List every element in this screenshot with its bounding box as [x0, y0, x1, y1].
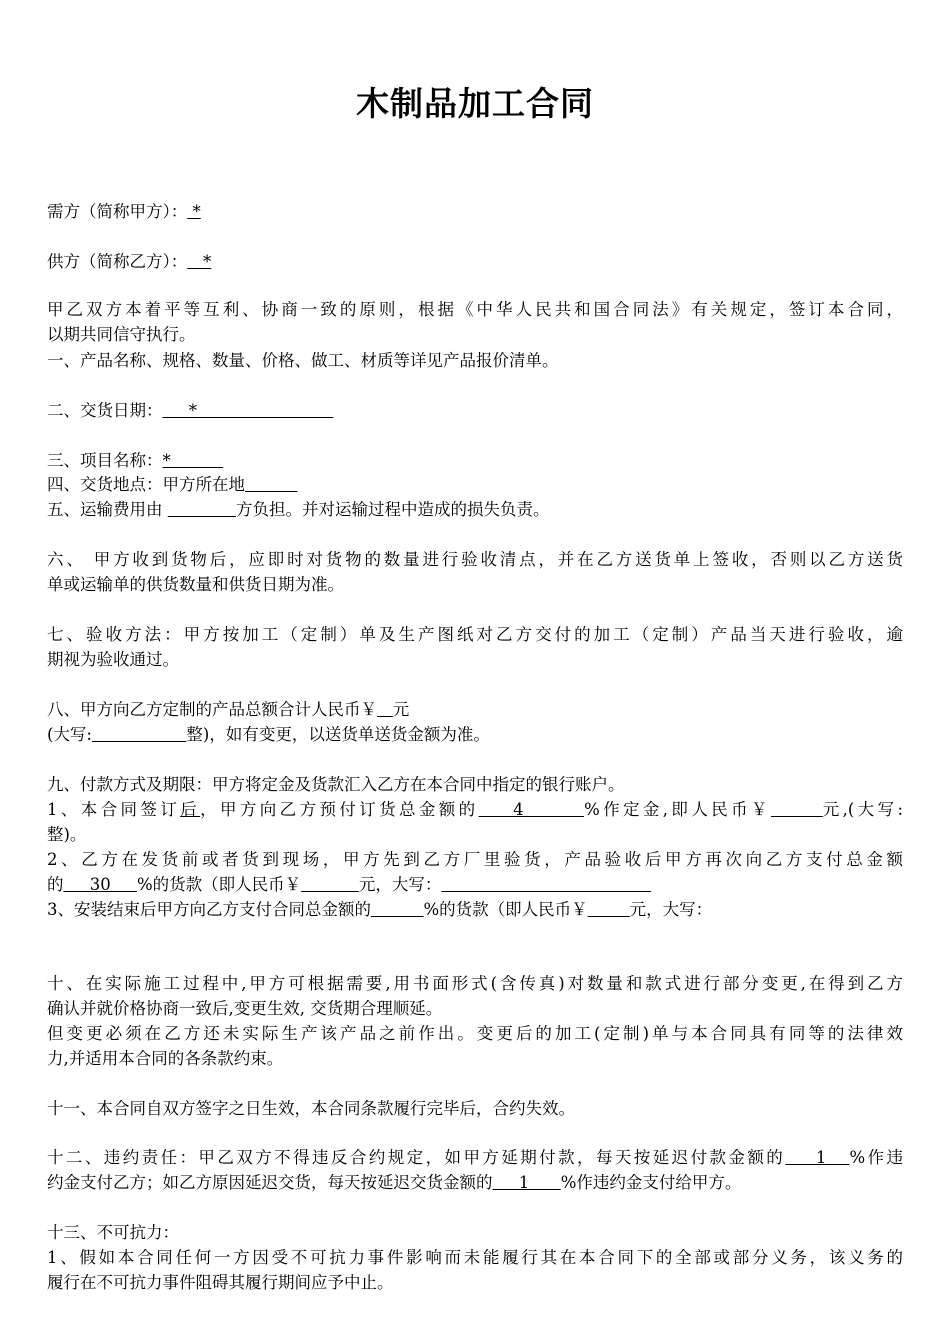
- party-a-line: [47, 201, 201, 223]
- clause-4: [47, 474, 297, 496]
- clause-9-item-3: [47, 899, 712, 921]
- item-2-a: 的: [47, 875, 64, 894]
- clause-5-suffix: 方负担。并对运输过程中造成的损失负责。: [235, 500, 550, 519]
- final-percent-blank: [371, 900, 423, 919]
- clause-5-label: 五、运输费用由: [47, 500, 168, 519]
- clause-12-c: %作违: [849, 1148, 903, 1167]
- clause-7-line-2: 期视为验收通过。: [47, 650, 179, 669]
- item-1-a: 1、本合同签订: [47, 800, 181, 819]
- clause-12-f: %作违约金支付给甲方。: [560, 1173, 742, 1192]
- project-name-blank: *: [162, 451, 224, 470]
- party-b-label: 供方（简称乙方）：: [47, 252, 188, 271]
- document-title: 木制品加工合同: [356, 84, 594, 123]
- item-3-e: 元，大写：: [629, 900, 713, 919]
- party-a-label: 需方（简称甲方）：: [47, 202, 188, 221]
- clause-8-capital-label: (大写:: [47, 725, 92, 744]
- clause-8-suffix: 整)，如有变更，以送货单送货金额为准。: [186, 725, 490, 744]
- clause-9-heading: 九、付款方式及期限：甲方将定金及货款汇入乙方在本合同中指定的银行账户。: [47, 775, 625, 794]
- clause-13-heading: 十三、不可抗力：: [47, 1223, 179, 1242]
- clause-3: [47, 450, 223, 472]
- total-capital-blank: [92, 725, 186, 744]
- clause-10-line-1: 十、在实际施工过程中,甲方可根据需要,用书面形式(含传真)对数量和款式进行部分变更,在得到乙方: [47, 974, 903, 993]
- preamble-line-2: 以期共同信守执行。: [47, 325, 196, 344]
- clause-4-label: 四、交货地点：甲方所在地: [47, 475, 245, 494]
- clause-8-line-1: [47, 699, 409, 721]
- item-3-a: 3、安装结束后甲方向乙方支付合同总金额的: [47, 900, 371, 919]
- freight-payer-blank: [168, 500, 236, 519]
- item-1-c: ，甲方向乙方预付订货总金额的: [200, 800, 479, 819]
- clause-10-line-2: 确认并就价格协商一致后,变更生效, 交货期合理顺延。: [47, 999, 443, 1018]
- item-2-c: %的货款（即人民币￥: [136, 875, 302, 894]
- item-1-g: 元,(大写:: [822, 800, 904, 819]
- inspection-amount-blank: [301, 875, 359, 894]
- clause-2: [47, 400, 333, 422]
- clause-9-item-2-line-1: 2、乙方在发货前或者货到现场，甲方先到乙方厂里验货，产品验收后甲方再次向乙方支付总金额: [47, 850, 903, 869]
- late-delivery-rate-blank: 1: [492, 1173, 561, 1192]
- inspection-percent-blank: 30: [63, 875, 137, 894]
- party-b-line: [47, 251, 211, 273]
- clause-6-line-1: 六、 甲方收到货物后，应即时对货物的数量进行验收清点，并在乙方送货单上签收，否则以乙方送货: [47, 550, 903, 569]
- clause-12-line-2: [47, 1172, 741, 1194]
- clause-7-line-1: 七、验收方法：甲方按加工（定制）单及生产图纸对乙方交付的加工（定制）产品当天进行验收，逾: [47, 625, 903, 644]
- clause-1: 一、产品名称、规格、数量、价格、做工、材质等详见产品报价清单。: [47, 351, 559, 370]
- late-payment-rate-blank: 1: [785, 1148, 850, 1167]
- clause-12-d: 约金支付乙方；如乙方原因延迟交货，每天按延迟交货金额的: [47, 1173, 493, 1192]
- clause-12-line-1: [47, 1147, 903, 1169]
- clause-3-label: 三、项目名称：: [47, 451, 163, 470]
- clause-11: 十一、本合同自双方签字之日生效，本合同条款履行完毕后，合约失效。: [47, 1099, 575, 1118]
- clause-10-line-3: 但变更必须在乙方还未实际生产该产品之前作出。变更后的加工(定制)单与本合同具有同等的法律效: [47, 1024, 903, 1043]
- final-amount-blank: [588, 900, 630, 919]
- clause-9-item-2-line-2: [47, 874, 651, 896]
- clause-9-item-1: [47, 799, 903, 821]
- deposit-amount-blank: [771, 800, 823, 819]
- inspection-capital-blank: [441, 875, 651, 894]
- total-amount-blank: [377, 700, 393, 719]
- clause-13-line-1: 1、假如本合同任何一方因受不可抗力事件影响而未能履行其在本合同下的全部或部分义务，该义务的: [47, 1248, 903, 1267]
- clause-8-unit: 元: [392, 700, 410, 719]
- clause-5: [47, 499, 549, 521]
- item-1-b: 后: [180, 800, 201, 819]
- clause-6-line-2: 单或运输单的供货数量和供货日期为准。: [47, 575, 344, 594]
- deposit-percent-blank: 4: [478, 800, 585, 819]
- clause-8-line-2: [47, 724, 490, 746]
- item-3-c: %的货款（即人民币￥: [423, 900, 588, 919]
- clause-8-prefix: 八、甲方向乙方定制的产品总额合计人民币￥: [47, 700, 377, 719]
- party-b-value: *: [187, 252, 212, 271]
- party-a-value: *: [187, 202, 201, 221]
- preamble-line-1: 甲乙双方本着平等互利、协商一致的原则，根据《中华人民共和国合同法》有关规定，签订本合同，: [47, 300, 903, 319]
- clause-10-line-4: 力,并适用本合同的各条款约束。: [47, 1049, 284, 1068]
- clause-12-a: 十二、违约责任：甲乙双方不得违反合约规定，如甲方延期付款，每天按延迟付款金额的: [47, 1148, 786, 1167]
- delivery-date-blank: *: [162, 401, 334, 420]
- item-2-e: 元，大写：: [358, 875, 442, 894]
- clause-13-line-2: 履行在不可抗力事件阻碍其履行期间应予中止。: [47, 1273, 394, 1292]
- item-1-e: %作定金,即人民币￥: [584, 800, 771, 819]
- clause-2-label: 二、交货日期：: [47, 401, 163, 420]
- delivery-place-blank: [245, 475, 297, 494]
- clause-9-item-1-line-2: 整)。: [47, 825, 87, 844]
